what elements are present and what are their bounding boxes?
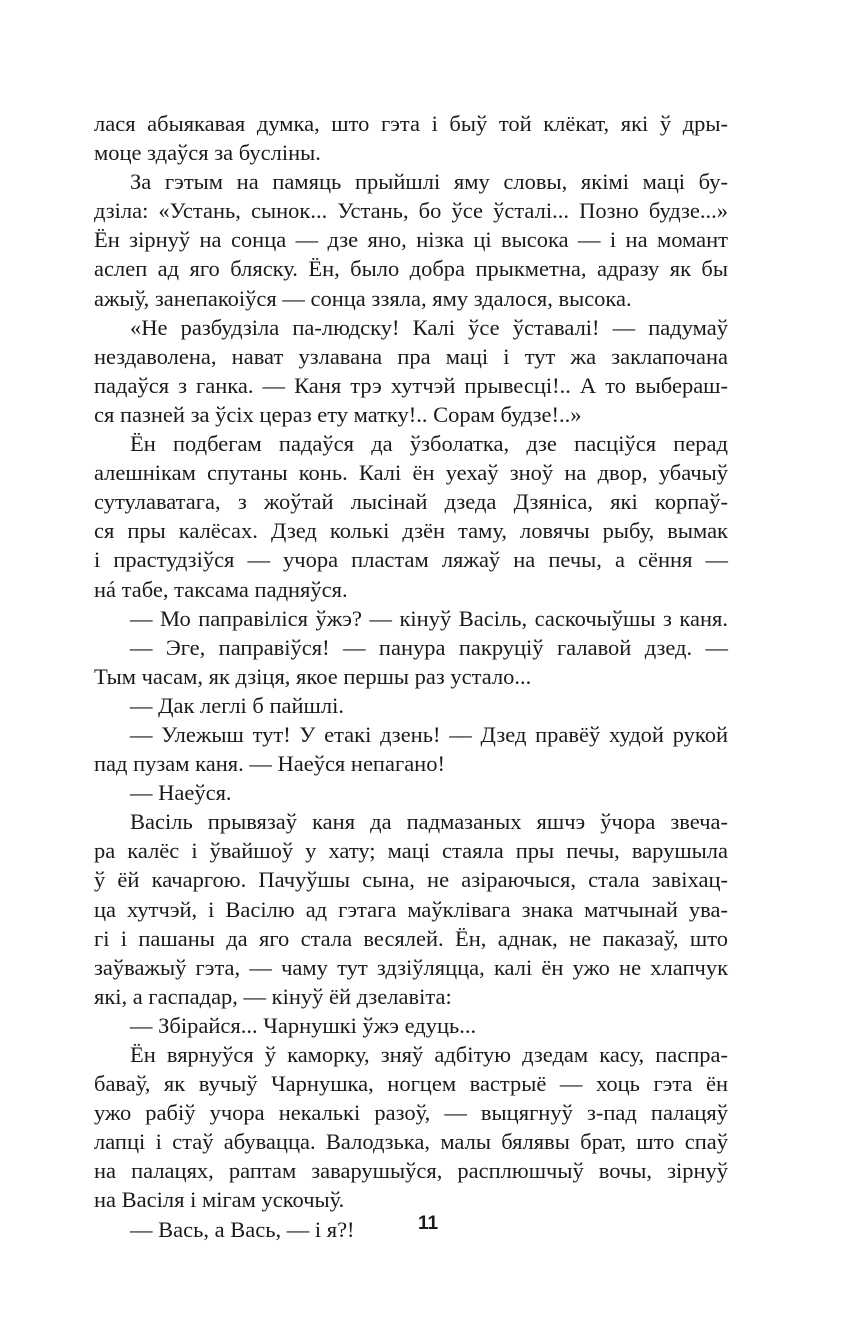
text-line: i прастудзiўся — учора пластам ляжаў на печы, а сёння — [94, 547, 728, 573]
text-line: — Дак леглi б пайшлi. [130, 692, 344, 718]
text-line: ажыў, занепакоiўся — сонца ззяла, яму здалося, высока. [94, 285, 632, 311]
text-line: нá табе, таксама падняўся. [94, 576, 348, 602]
text-line: гi i пашаны да яго стала весялей. Ён, аднак, не паказаў, што [94, 925, 728, 951]
text-line: аслеп ад яго бляску. Ён, было добра прыкметна, адразу як бы [94, 256, 728, 282]
text-line: ра калёс i ўвайшоў у хату; мацi стаяла пры печы, варушыла [94, 838, 728, 864]
text-line: лася абыякавая думка, што гэта і быў той клёкат, які ў дры- [94, 111, 728, 136]
text-line: ў ёй качаргою. Пачуўшы сына, не азiраючыся, стала завiхац- [94, 867, 728, 893]
text-line: баваў, як вучыў Чарнушка, ногцем вастрыё — хоць гэта ён [94, 1071, 728, 1097]
text-line: на Васiля i мiгам ускочыў. [94, 1187, 345, 1213]
text-line: на палацях, раптам заварушыўся, расплюшчыў вочы, зiрнуў [94, 1158, 728, 1184]
text-line: — Збiрайся... Чарнушкi ўжэ едуць... [130, 1012, 477, 1038]
text-line: падаўся з ганка. — Каня трэ хутчэй прывесцi!.. А то выбераш- [94, 372, 728, 398]
text-line: — Улежыш тут! У етакi дзень! — Дзед правёў худой рукой [130, 721, 728, 747]
text-line: Ён вярнуўся ў каморку, зняў адбiтую дзедам касу, паспра- [130, 1042, 728, 1067]
text-line: За гэтым на памяць прыйшлi яму словы, якiмi мацi бу- [130, 169, 728, 195]
text-line: — Эге, паправiўся! — панура пакруцiў галавой дзед. — [130, 634, 728, 660]
text-line: ся пры калёсах. Дзед колькi дзён таму, ловячы рыбу, вымак [94, 518, 728, 544]
text-line: сутулаватага, з жоўтай лысiнай дзеда Дзянiса, якi корпаў- [94, 489, 728, 515]
text-line: моце здаўся за буслiны. [94, 140, 321, 166]
text-line: алешнiкам спутаны конь. Калi ён уехаў зноў на двор, убачыў [94, 460, 728, 486]
page-body [94, 109, 728, 1244]
text-line: лапцi i стаў абувацца. Валодзька, малы бялявы брат, што спаў [94, 1129, 728, 1155]
text-line: Васiль прывязаў каня да падмазаных яшчэ ўчора звеча- [130, 809, 728, 835]
page-number: 11 [417, 1213, 439, 1234]
text-line: — Мо паправiлiся ўжэ? — кiнуў Васiль, саскочыўшы з каня. [130, 605, 728, 631]
text-line: — Вась, а Вась, — i я?! [130, 1216, 355, 1242]
text-line: Ён подбегам падаўся да ўзболатка, дзе пасцiўся перад [130, 431, 728, 457]
text-line: нездаволена, нават узлавана пра мацi i тут жа заклапочана [94, 343, 728, 369]
text-line: Ён зiрнуў на сонца — дзе яно, нiзка цi высока — i на момант [94, 227, 728, 253]
text-line: якi, а гаспадар, — кiнуў ёй дзелавiта: [94, 983, 452, 1009]
text-line: — Наеўся. [130, 780, 232, 806]
text-line: пад пузам каня. — Наеўся непагано! [94, 751, 445, 777]
text-line: ся пазней за ўсiх цераз ету матку!.. Сорам будзе!..» [94, 401, 582, 427]
text-line: ца хутчэй, i Васiлю ад гэтага маўклiвага знака матчынай ува- [94, 896, 728, 922]
text-line: «Не разбудзiла па-людску! Калi ўсе ўставалi! — падумаў [130, 314, 728, 340]
text-line: дзiла: «Устань, сынок... Устань, бо ўсе ўсталi... Позно будзе...» [94, 198, 728, 224]
text-line: Тым часам, як дзiця, якое першы раз устало... [94, 663, 532, 689]
text-line: заўважыў гэта, — чаму тут здзiўляцца, калi ён ужо не хлапчук [94, 954, 728, 980]
text-line: ужо рабiў учора некалькi разоў, — выцягнуў з-пад палацяў [94, 1100, 728, 1126]
